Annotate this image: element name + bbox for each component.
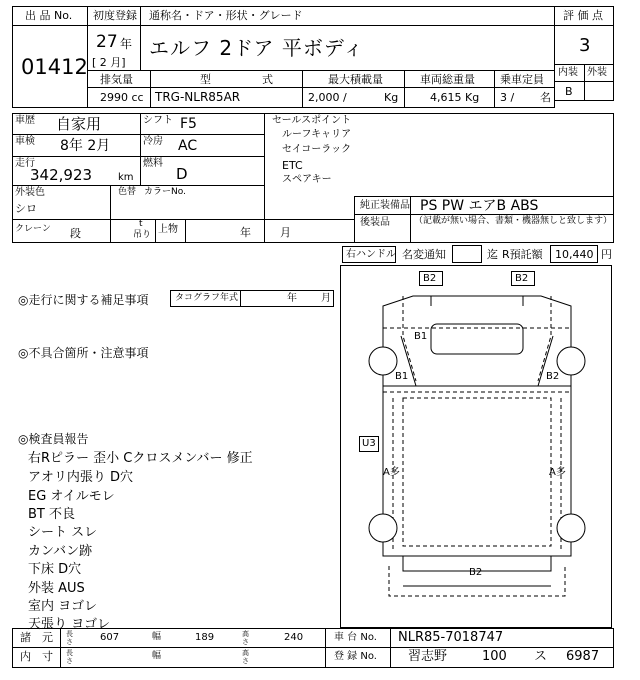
name-label: 通称名・ドア・形状・グレード bbox=[149, 9, 303, 22]
tachograph-year: 年 bbox=[287, 293, 297, 304]
grade-label: 評 価 点 bbox=[563, 9, 603, 22]
grade-label-cell bbox=[554, 6, 614, 26]
crane-label: クレーン bbox=[15, 224, 51, 234]
max-load-label: 最大積載量 bbox=[328, 73, 383, 86]
model-label: 型 式 bbox=[200, 73, 293, 86]
height-label: 高さ bbox=[242, 630, 249, 646]
mileage-unit: km bbox=[118, 172, 134, 183]
dims-label: 諸 元 bbox=[20, 631, 53, 644]
damage-mark: A多 bbox=[549, 467, 566, 478]
mileage-label: 走行 bbox=[15, 158, 35, 169]
ac-value: AC bbox=[178, 138, 198, 154]
in-height-label: 高さ bbox=[242, 649, 249, 665]
first-reg-cell bbox=[87, 25, 141, 71]
inspection-value: 8年 2月 bbox=[60, 138, 111, 154]
equipment-label: 純正装備品 bbox=[360, 200, 410, 211]
fuel-value: D bbox=[176, 165, 188, 183]
plate-area: 習志野 bbox=[408, 649, 448, 664]
inspection-label: 車検 bbox=[15, 136, 35, 147]
name-label-cell bbox=[140, 6, 555, 26]
selling-point-item: ETC bbox=[282, 159, 303, 172]
report-line: 右Rピラー 歪小 Cクロスメンバー 修正 bbox=[28, 451, 253, 466]
max-load-value: 2,000 / bbox=[308, 91, 347, 104]
equipment-value: PS PW エアB ABS bbox=[420, 198, 539, 214]
width-value: 189 bbox=[195, 632, 215, 643]
selling-point-item: スペアキー bbox=[282, 174, 332, 185]
damage-mark: B2 bbox=[511, 271, 535, 286]
displacement-label: 排気量 bbox=[100, 73, 133, 86]
damage-mark: U3 bbox=[359, 436, 379, 452]
crane-ton-mark: t bbox=[139, 219, 143, 229]
chassis-label: 車 台 No. bbox=[334, 632, 377, 643]
report-line: シート スレ bbox=[28, 525, 98, 540]
report-line: アオリ内張り D穴 bbox=[28, 470, 134, 485]
crane-month: 月 bbox=[280, 226, 291, 239]
width-label: 幅 bbox=[152, 632, 162, 642]
first-reg-year: 27 bbox=[96, 32, 118, 52]
meter-mark: 迄 bbox=[487, 248, 498, 261]
fuel-label: 燃料 bbox=[143, 158, 163, 169]
report-line: カンバン跡 bbox=[28, 544, 93, 559]
crane-ton: 吊り bbox=[133, 230, 152, 240]
spec-header-row bbox=[87, 70, 555, 88]
interior-label-cell bbox=[554, 64, 585, 82]
interior-dims-label: 内 寸 bbox=[20, 650, 53, 663]
tachograph-month: 月 bbox=[321, 293, 331, 304]
color-change-label: 色替 bbox=[118, 187, 137, 197]
first-reg-year-unit: 年 bbox=[120, 37, 133, 51]
ext-color-label: 外装色 bbox=[15, 187, 45, 198]
capacity-unit: 名 bbox=[540, 91, 551, 104]
history-label: 車歴 bbox=[15, 115, 35, 126]
steering-cell bbox=[342, 246, 396, 263]
damage-mark: B1 bbox=[395, 371, 409, 382]
car-name-cell bbox=[140, 25, 555, 71]
plate-kana: ス bbox=[534, 649, 548, 664]
shift-label: シフト bbox=[143, 115, 173, 126]
interior-label: 内装 bbox=[558, 67, 578, 78]
capacity-label: 乗車定員 bbox=[500, 73, 544, 86]
report-line: 外装 AUS bbox=[28, 581, 85, 596]
in-width-label: 幅 bbox=[152, 651, 162, 661]
recycle-unit: 円 bbox=[601, 248, 612, 261]
shift-value: F5 bbox=[180, 116, 197, 132]
displacement-value: 2990 cc bbox=[100, 91, 144, 104]
height-value: 240 bbox=[284, 632, 304, 643]
exterior-label: 外装 bbox=[587, 67, 607, 78]
grade-cell bbox=[554, 25, 614, 65]
plate-number: 6987 bbox=[566, 649, 600, 664]
recycle-amount-box bbox=[550, 245, 598, 263]
gross-weight-value: 4,615 Kg bbox=[430, 91, 480, 104]
lot-label-cell bbox=[12, 6, 88, 26]
tachograph-box bbox=[170, 290, 334, 307]
in-length-label: 長さ bbox=[66, 649, 73, 665]
lot-number-cell bbox=[12, 25, 88, 108]
ac-label: 冷房 bbox=[143, 136, 163, 147]
recycle-amount: 10,440 bbox=[555, 248, 594, 261]
report-line: EG オイルモレ bbox=[28, 489, 115, 504]
car-name: エルフ 2ドア 平ボディ bbox=[149, 36, 365, 60]
inspector-title: ◎検査員報告 bbox=[18, 432, 89, 446]
crane-year: 年 bbox=[240, 226, 251, 239]
interior-grade: B bbox=[565, 85, 573, 98]
damage-mark: B2 bbox=[546, 371, 560, 382]
first-reg-label-cell bbox=[87, 6, 141, 26]
aftermarket-note: （記載が無い場合、書類・機器無しと致します） bbox=[414, 216, 613, 226]
lot-label: 出 品 No. bbox=[25, 9, 73, 22]
defects-title: ◎不具合箇所・注意事項 bbox=[18, 346, 149, 360]
exterior-grade-cell bbox=[584, 81, 614, 101]
driving-notes-title: ◎走行に関する補足事項 bbox=[18, 293, 149, 307]
length-label: 長さ bbox=[66, 630, 73, 646]
recycle-label: R預託額 bbox=[502, 248, 543, 261]
length-value: 607 bbox=[100, 632, 120, 643]
crane-upper-label: 上物 bbox=[158, 224, 178, 235]
capacity-value: 3 / bbox=[500, 91, 515, 104]
max-load-unit: Kg bbox=[384, 91, 399, 104]
report-line: 室内 ヨゴレ bbox=[28, 599, 98, 614]
damage-mark: A多 bbox=[383, 467, 400, 478]
model-value: TRG-NLR85AR bbox=[155, 90, 241, 104]
plate-label: 登 録 No. bbox=[334, 651, 377, 662]
interior-grade-cell bbox=[554, 81, 585, 101]
selling-point-item: ルーフキャリア bbox=[282, 129, 352, 140]
report-line: 天張り ヨゴレ bbox=[28, 617, 111, 632]
damage-mark: B2 bbox=[469, 567, 483, 578]
damage-mark: B2 bbox=[419, 271, 443, 286]
selling-points-label: セールスポイント bbox=[272, 115, 352, 126]
overall-grade: 3 bbox=[579, 35, 591, 56]
first-reg-month: [ 2 月] bbox=[92, 56, 126, 69]
first-reg-label: 初度登録 bbox=[93, 9, 137, 22]
aftermarket-label: 後装品 bbox=[360, 217, 390, 228]
tachograph-label: タコグラフ年式 bbox=[175, 293, 239, 303]
chassis-value: NLR85-7018747 bbox=[398, 630, 504, 645]
history-value: 自家用 bbox=[56, 115, 102, 133]
damage-diagram bbox=[340, 265, 612, 628]
report-line: BT 不良 bbox=[28, 507, 75, 522]
color-no-label: カラーNo. bbox=[144, 187, 186, 197]
plate-class: 100 bbox=[482, 649, 507, 664]
mileage-value: 342,923 bbox=[30, 166, 93, 184]
ext-color-value: シロ bbox=[15, 202, 37, 215]
lot-number: 01412 bbox=[21, 55, 88, 79]
gross-weight-label: 車両総重量 bbox=[420, 73, 475, 86]
exterior-label-cell bbox=[584, 64, 614, 82]
selling-point-item: セイコーラック bbox=[282, 144, 352, 155]
damage-mark: B1 bbox=[414, 331, 428, 342]
report-line: 下床 D穴 bbox=[28, 562, 82, 577]
crane-stage: 段 bbox=[70, 227, 81, 240]
steering-value: 右ハンドル bbox=[346, 249, 396, 260]
meter-label: 名変通知 bbox=[402, 248, 446, 261]
meter-box bbox=[452, 245, 482, 263]
